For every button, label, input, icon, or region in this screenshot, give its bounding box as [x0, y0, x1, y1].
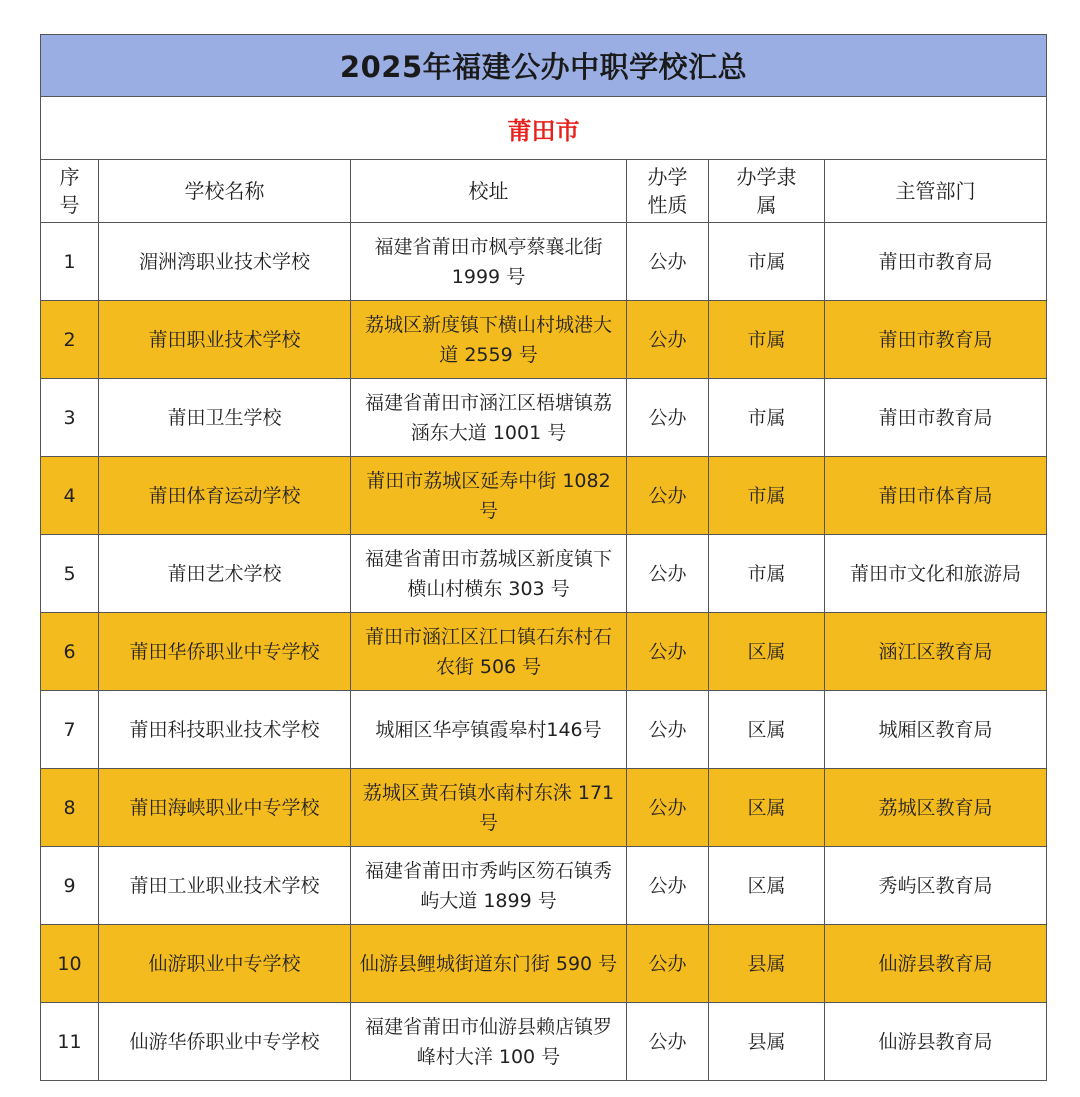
- cell-name: 湄洲湾职业技术学校: [99, 223, 351, 301]
- cell-name: 莆田工业职业技术学校: [99, 847, 351, 925]
- cell-index: 11: [41, 1003, 99, 1081]
- cell-address: 城厢区华亭镇霞皋村146号: [351, 691, 627, 769]
- cell-index: 9: [41, 847, 99, 925]
- cell-nature: 公办: [627, 1003, 709, 1081]
- cell-affiliation: 市属: [709, 223, 825, 301]
- cell-affiliation: 市属: [709, 457, 825, 535]
- table-row: [41, 691, 1047, 769]
- cell-affiliation: 县属: [709, 1003, 825, 1081]
- cell-index: 3: [41, 379, 99, 457]
- h-nature-text: 办学 性质: [647, 165, 688, 217]
- cell-nature: 公办: [627, 301, 709, 379]
- table-row: [41, 457, 1047, 535]
- cell-department: 荔城区教育局: [825, 769, 1047, 847]
- table-row: [41, 535, 1047, 613]
- cell-address: 仙游县鲤城街道东门街 590 号: [351, 925, 627, 1003]
- cell-index: 2: [41, 301, 99, 379]
- cell-affiliation: 区属: [709, 691, 825, 769]
- cell-nature: 公办: [627, 925, 709, 1003]
- cell-nature: 公办: [627, 769, 709, 847]
- cell-name: 仙游华侨职业中专学校: [99, 1003, 351, 1081]
- cell-affiliation: 区属: [709, 847, 825, 925]
- cell-name: 仙游职业中专学校: [99, 925, 351, 1003]
- cell-affiliation: 区属: [709, 769, 825, 847]
- cell-department: 莆田市教育局: [825, 379, 1047, 457]
- cell-nature: 公办: [627, 847, 709, 925]
- cell-affiliation: 区属: [709, 613, 825, 691]
- table-row: [41, 1003, 1047, 1081]
- cell-name: 莆田职业技术学校: [99, 301, 351, 379]
- school-table: [40, 34, 1047, 1081]
- cell-name: 莆田艺术学校: [99, 535, 351, 613]
- header-row: [41, 160, 1047, 223]
- table-row: [41, 223, 1047, 301]
- cell-index: 10: [41, 925, 99, 1003]
- cell-address: 福建省莆田市仙游县赖店镇罗峰村大洋 100 号: [351, 1003, 627, 1081]
- cell-name: 莆田科技职业技术学校: [99, 691, 351, 769]
- cell-index: 7: [41, 691, 99, 769]
- cell-affiliation: 县属: [709, 925, 825, 1003]
- table-row: [41, 847, 1047, 925]
- cell-address: 莆田市涵江区江口镇石东村石农街 506 号: [351, 613, 627, 691]
- table-row: [41, 379, 1047, 457]
- header-index: [41, 160, 99, 223]
- cell-index: 1: [41, 223, 99, 301]
- cell-index: 8: [41, 769, 99, 847]
- school-summary-sheet: [40, 34, 1046, 1081]
- cell-department: 莆田市体育局: [825, 457, 1047, 535]
- cell-index: 6: [41, 613, 99, 691]
- cell-nature: 公办: [627, 535, 709, 613]
- cell-department: 仙游县教育局: [825, 925, 1047, 1003]
- cell-department: 秀屿区教育局: [825, 847, 1047, 925]
- h-affiliation-text: 办学隶 属: [736, 165, 797, 217]
- table-row: [41, 769, 1047, 847]
- table-row: [41, 613, 1047, 691]
- cell-nature: 公办: [627, 223, 709, 301]
- header-address: 校址: [351, 160, 627, 223]
- cell-department: 莆田市文化和旅游局: [825, 535, 1047, 613]
- cell-name: 莆田华侨职业中专学校: [99, 613, 351, 691]
- header-department: 主管部门: [825, 160, 1047, 223]
- cell-department: 莆田市教育局: [825, 223, 1047, 301]
- city-row: [41, 97, 1047, 160]
- page-title: 2025年福建公办中职学校汇总: [41, 35, 1047, 97]
- header-name: 学校名称: [99, 160, 351, 223]
- cell-index: 5: [41, 535, 99, 613]
- cell-index: 4: [41, 457, 99, 535]
- cell-nature: 公办: [627, 691, 709, 769]
- header-affiliation: [709, 160, 825, 223]
- table-row: [41, 301, 1047, 379]
- cell-name: 莆田卫生学校: [99, 379, 351, 457]
- cell-affiliation: 市属: [709, 535, 825, 613]
- table-row: [41, 925, 1047, 1003]
- cell-affiliation: 市属: [709, 301, 825, 379]
- cell-department: 莆田市教育局: [825, 301, 1047, 379]
- cell-department: 仙游县教育局: [825, 1003, 1047, 1081]
- h-index-text: 序 号: [59, 165, 80, 217]
- cell-address: 荔城区黄石镇水南村东洙 171 号: [351, 769, 627, 847]
- cell-address: 福建省莆田市涵江区梧塘镇荔涵东大道 1001 号: [351, 379, 627, 457]
- cell-address: 莆田市荔城区延寿中街 1082 号: [351, 457, 627, 535]
- cell-affiliation: 市属: [709, 379, 825, 457]
- cell-nature: 公办: [627, 457, 709, 535]
- cell-address: 福建省莆田市秀屿区笏石镇秀屿大道 1899 号: [351, 847, 627, 925]
- cell-department: 涵江区教育局: [825, 613, 1047, 691]
- cell-nature: 公办: [627, 379, 709, 457]
- cell-address: 福建省莆田市荔城区新度镇下横山村横东 303 号: [351, 535, 627, 613]
- cell-name: 莆田体育运动学校: [99, 457, 351, 535]
- cell-name: 莆田海峡职业中专学校: [99, 769, 351, 847]
- cell-address: 福建省莆田市枫亭蔡襄北街 1999 号: [351, 223, 627, 301]
- header-nature: [627, 160, 709, 223]
- cell-department: 城厢区教育局: [825, 691, 1047, 769]
- title-row: [41, 35, 1047, 97]
- cell-address: 荔城区新度镇下横山村城港大道 2559 号: [351, 301, 627, 379]
- cell-nature: 公办: [627, 613, 709, 691]
- city-heading: 莆田市: [41, 97, 1047, 160]
